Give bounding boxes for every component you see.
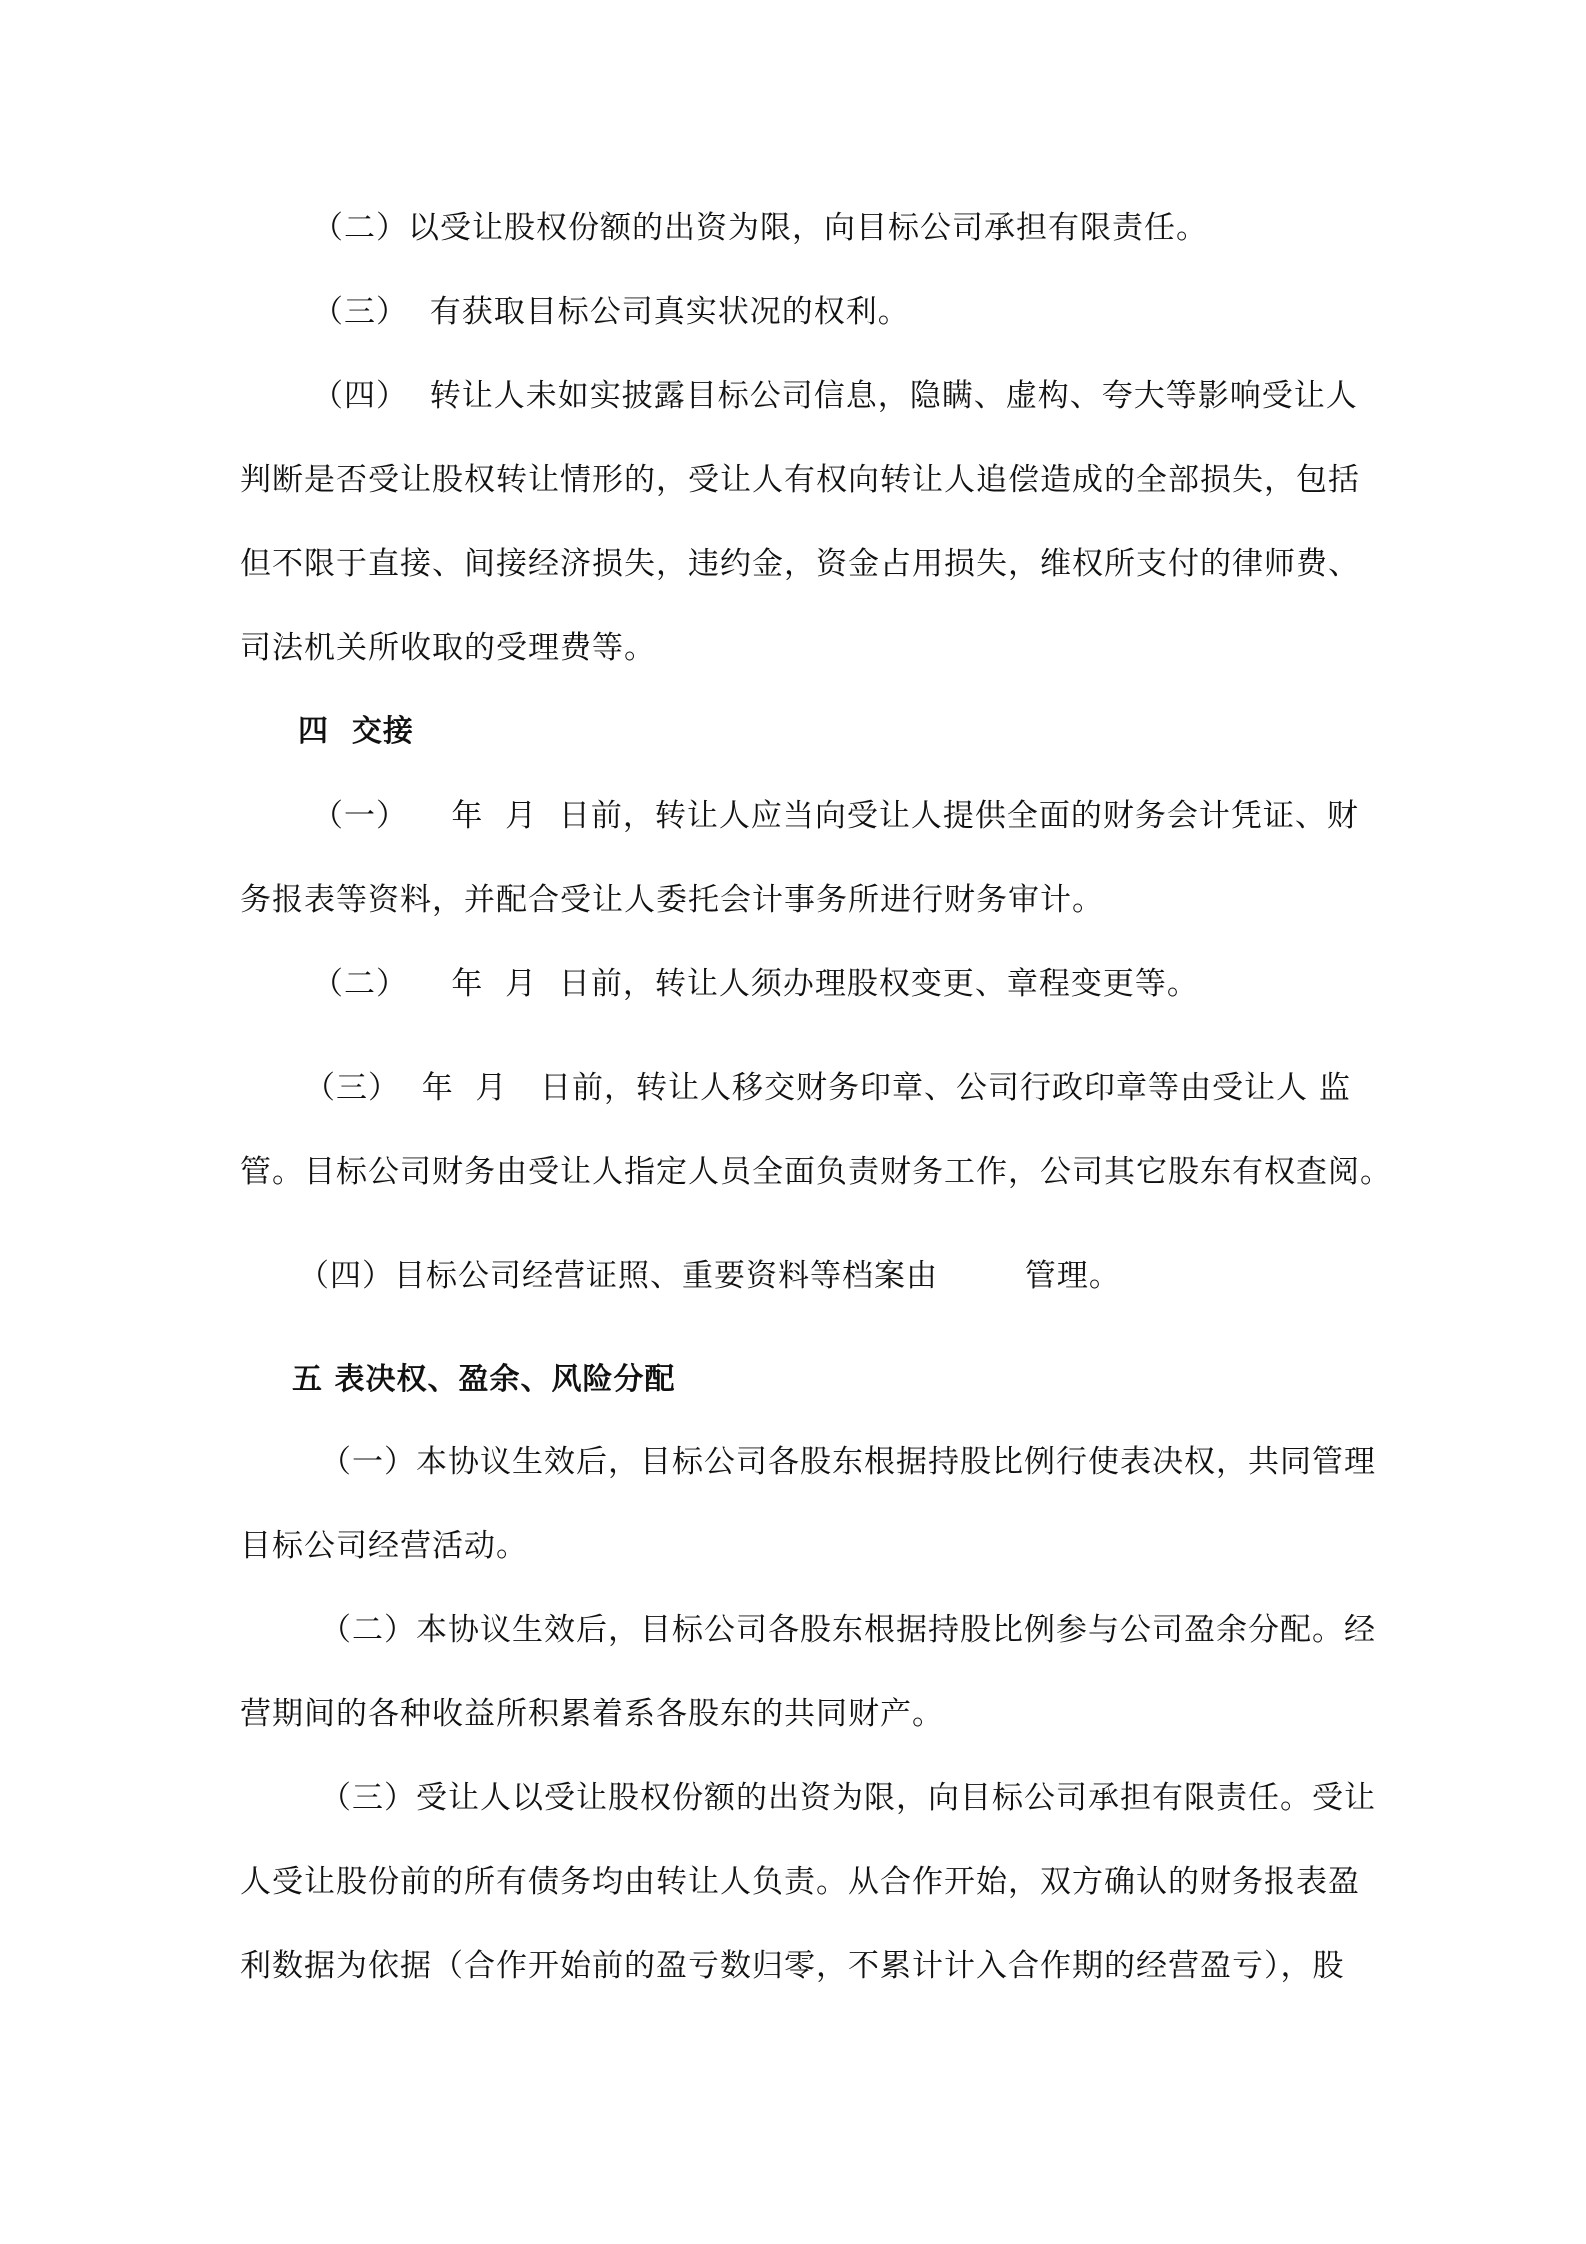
paragraph-line-8: （一） 年 月 日前，转让人应当向受让人提供全面的财务会计凭证、财	[312, 798, 1359, 834]
paragraph-line-12: 管。目标公司财务由受让人指定人员全面负责财务工作，公司其它股东有权查阅。	[240, 1154, 1392, 1190]
paragraph-line-13: （四）目标公司经营证照、重要资料等档案由 管理。	[298, 1258, 1121, 1294]
paragraph-line-9: 务报表等资料，并配合受让人委托会计事务所进行财务审计。	[240, 882, 1104, 918]
paragraph-line-4: 判断是否受让股权转让情形的，受让人有权向转让人追偿造成的全部损失，包括	[240, 462, 1360, 498]
paragraph-line-6: 司法机关所收取的受理费等。	[240, 630, 656, 666]
paragraph-line-16: 目标公司经营活动。	[240, 1528, 528, 1564]
paragraph-line-2: （三） 有获取目标公司真实状况的权利。	[312, 294, 910, 330]
paragraph-line-5: 但不限于直接、间接经济损失，违约金，资金占用损失，维权所支付的律师费、	[240, 546, 1360, 582]
paragraph-line-15: （一）本协议生效后，目标公司各股东根据持股比例行使表决权，共同管理	[320, 1444, 1376, 1480]
paragraph-line-21: 利数据为依据（合作开始前的盈亏数归零，不累计计入合作期的经营盈亏），股	[240, 1948, 1345, 1984]
paragraph-line-19: （三）受让人以受让股权份额的出资为限，向目标公司承担有限责任。受让	[320, 1780, 1376, 1816]
paragraph-line-17: （二）本协议生效后，目标公司各股东根据持股比例参与公司盈余分配。经	[320, 1612, 1376, 1648]
paragraph-line-3: （四） 转让人未如实披露目标公司信息，隐瞒、虚构、夸大等影响受让人	[312, 378, 1358, 414]
paragraph-line-1: （二）以受让股权份额的出资为限，向目标公司承担有限责任。	[312, 210, 1208, 246]
section-heading-voting: 五 表决权、盈余、风险分配	[292, 1362, 676, 1397]
paragraph-line-11: （三） 年 月 日前，转让人移交财务印章、公司行政印章等由受让人 监	[304, 1070, 1351, 1106]
paragraph-line-10: （二） 年 月 日前，转让人须办理股权变更、章程变更等。	[312, 966, 1199, 1002]
paragraph-line-18: 营期间的各种收益所积累着系各股东的共同财产。	[240, 1696, 944, 1732]
section-heading-handover: 四 交接	[298, 714, 414, 749]
paragraph-line-20: 人受让股份前的所有债务均由转让人负责。从合作开始，双方确认的财务报表盈	[240, 1864, 1360, 1900]
